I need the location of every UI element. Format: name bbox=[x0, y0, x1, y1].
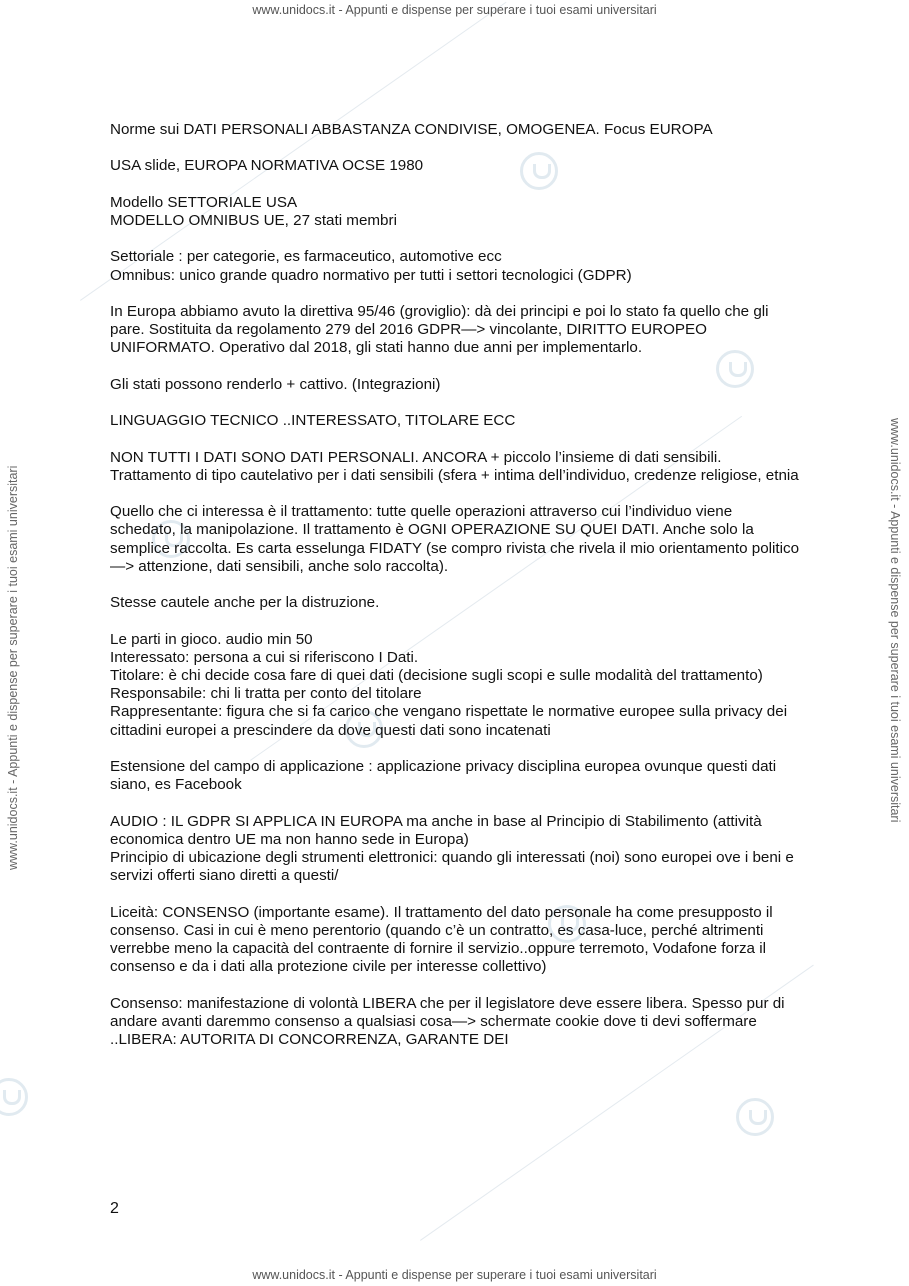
paragraph: USA slide, EUROPA NORMATIVA OCSE 1980 bbox=[110, 157, 424, 175]
paragraph: Settoriale : per categorie, es farmaceutico, automotive ecc Omnibus: unico grande quadro normativo per tutti i settori tecnologici (GDPR) bbox=[110, 248, 632, 284]
paragraph: Le parti in gioco. audio min 50 Interessato: persona a cui si riferiscono I Dati. Titolare: è chi decide cosa fare di quei dati (decisione sugli scopi e sulle modalità del trattamento) Responsabile: chi li tratta per conto del titolare Rappresentante: figura che si fa carico che vengano rispettate le normative europee sulla privacy dei cittadini europei a prescindere da dove questi dati sono incatenati bbox=[110, 630, 788, 739]
unidocs-logo-icon bbox=[736, 1098, 774, 1136]
unidocs-logo-icon bbox=[0, 1078, 28, 1116]
paragraph: Liceità: CONSENSO (importante esame). Il trattamento del dato personale ha come presupposto il consenso. Casi in cui è meno perentorio (quando c’è un contratto, es casa-luce, perché altrimenti verrebbe meno la capacità del contraente di fornire il servizio..oppure terremoto, Vodafone forza il consenso e da i dati alla protezione civile per interesse collettivo) bbox=[110, 903, 773, 976]
watermark-left: www.unidocs.it - Appunti e dispense per superare i tuoi esami universitari bbox=[6, 465, 20, 870]
document-body bbox=[110, 121, 800, 1067]
paragraph: In Europa abbiamo avuto la direttiva 95/46 (groviglio): dà dei principi e poi lo stato fa quello che gli pare. Sostituita da regolamento 279 del 2016 GDPR—> vincolante, DIRITTO EUROPEO UNIFORMATO. Operativo dal 2018, gli stati hanno due anni per implementarlo. bbox=[110, 302, 769, 357]
watermark-header: www.unidocs.it - Appunti e dispense per superare i tuoi esami universitari bbox=[252, 3, 657, 17]
page-number: 2 bbox=[110, 1200, 119, 1217]
paragraph: Quello che ci interessa è il trattamento: tutte quelle operazioni attraverso cui l’individuo viene schedato, la manipolazione. Il trattamento è OGNI OPERAZIONE SU QUEI DATI. Anche solo la semplice raccolta. Es carta esselunga FIDATY (se compro rivista che rivela il mio orientamento politico—> attenzione, dati sensibili, anche solo raccolta). bbox=[110, 503, 800, 575]
paragraph: LINGUAGGIO TECNICO ..INTERESSATO, TITOLARE ECC bbox=[110, 412, 516, 430]
paragraph: Modello SETTORIALE USA MODELLO OMNIBUS UE, 27 stati membri bbox=[110, 193, 397, 229]
paragraph: Consenso: manifestazione di volontà LIBERA che per il legislatore deve essere libera. Spesso pur di andare avanti daremmo consenso a qualsiasi cosa—> schermate cookie dove ti devi soffermare ..LIBERA: AUTORITA DI CONCORRENZA, GARANTE DEI bbox=[110, 994, 785, 1048]
watermark-footer: www.unidocs.it - Appunti e dispense per superare i tuoi esami universitari bbox=[252, 1268, 657, 1282]
paragraph: Gli stati possono renderlo + cattivo. (Integrazioni) bbox=[110, 375, 441, 393]
paragraph: Norme sui DATI PERSONALI ABBASTANZA CONDIVISE, OMOGENEA. Focus EUROPA bbox=[110, 121, 713, 138]
watermark-right: www.unidocs.it - Appunti e dispense per superare i tuoi esami universitari bbox=[888, 418, 902, 823]
paragraph: Estensione del campo di applicazione : applicazione privacy disciplina europea ovunque questi dati siano, es Facebook bbox=[110, 757, 777, 794]
paragraph: NON TUTTI I DATI SONO DATI PERSONALI. ANCORA + piccolo l’insieme di dati sensibili. Trattamento di tipo cautelativo per i dati sensibili (sfera + intima dell’individuo, credenze religiose, etnia bbox=[110, 448, 799, 484]
paragraph: Stesse cautele anche per la distruzione. bbox=[110, 594, 380, 612]
paragraph: AUDIO : IL GDPR SI APPLICA IN EUROPA ma anche in base al Principio di Stabilimento (attività economica dentro UE ma non hanno sede in Europa) Principio di ubicazione degli strumenti elettronici: quando gli interessati (noi) sono europei ove i beni e servizi offerti siano diretti a questi/ bbox=[110, 812, 794, 885]
